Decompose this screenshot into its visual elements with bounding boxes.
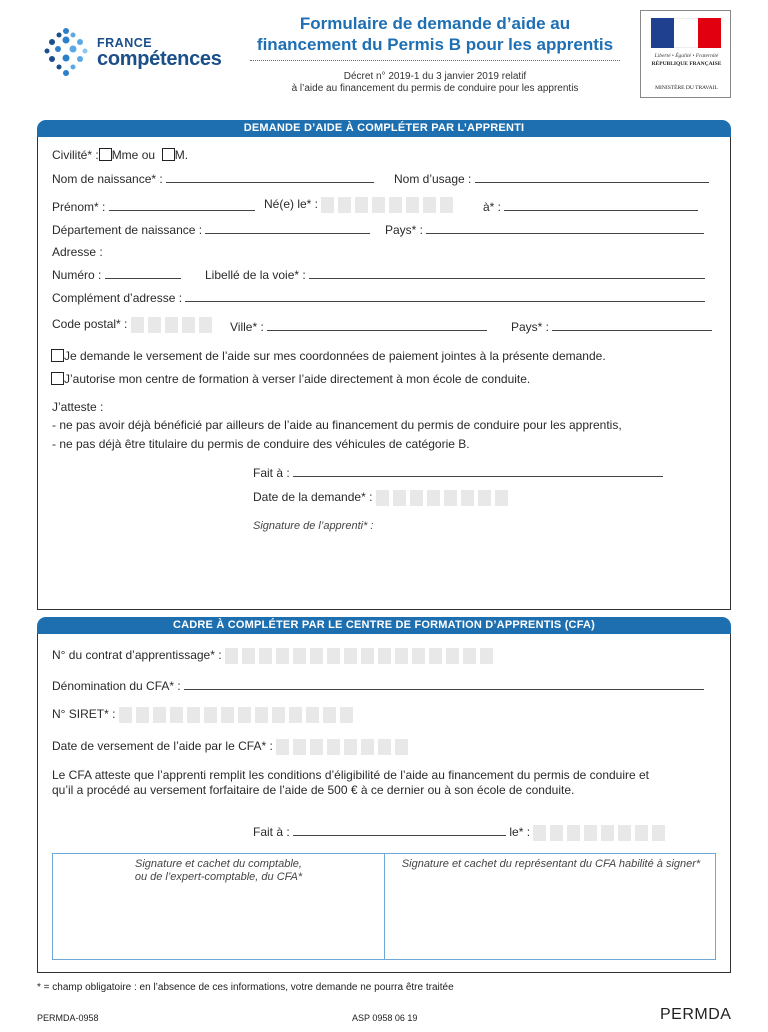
- french-flag-icon: [651, 18, 721, 48]
- mandatory-field-note: * = champ obligatoire : en l’absence de ces informations, votre demande ne pourra être traitée: [37, 982, 454, 993]
- denomination-field[interactable]: [184, 678, 704, 690]
- lieu-naissance-field[interactable]: [504, 199, 698, 211]
- date-versement-boxes[interactable]: [276, 739, 408, 755]
- section-heading-cfa: CADRE À COMPLÉTER PAR LE CENTRE DE FORMATION D’APPRENTIS (CFA): [37, 617, 731, 634]
- logo-text-france: FRANCE: [97, 36, 153, 50]
- signatures-box: [52, 853, 716, 960]
- form-code: PERMDA-0958: [37, 1013, 99, 1023]
- autorisation-ecole-checkbox[interactable]: [51, 372, 64, 385]
- versement-coordonnees-row: Je demande le versement de l’aide sur mes coordonnées de paiement jointes à la présente demande.: [51, 349, 606, 363]
- attestation-line-1: - ne pas avoir déjà bénéficié par ailleurs de l’aide au financement du permis de conduire pour les apprentis,: [52, 418, 622, 432]
- nom-naissance-row: Nom de naissance* :: [52, 171, 374, 186]
- cfa-date-boxes[interactable]: [533, 825, 665, 841]
- pays-field[interactable]: [552, 319, 712, 331]
- cfa-attestation-line-2: qu’il a procédé au versement forfaitaire de l’aide de 500 € à ce dernier ou à son école de conduite.: [52, 783, 575, 797]
- cfa-fait-a-field[interactable]: [293, 824, 506, 836]
- mme-checkbox[interactable]: [99, 148, 112, 161]
- marianne-logo: Liberté • Égalité • Fraternité RÉPUBLIQUE FRANÇAISE MINISTÈRE DU TRAVAIL: [640, 10, 731, 98]
- attestation-line-2: - ne pas déjà être titulaire du permis de conduire des véhicules de catégorie B.: [52, 437, 470, 451]
- adresse-label: Adresse :: [52, 245, 103, 259]
- pays-naissance-field[interactable]: [426, 222, 704, 234]
- civilite-row: Civilité* : Mme ou M.: [52, 148, 189, 162]
- ne-le-row: Né(e) le* :: [264, 197, 453, 213]
- date-naissance-boxes[interactable]: [321, 197, 453, 213]
- code-postal-row: Code postal* :: [52, 317, 212, 333]
- ville-row: Ville* :: [230, 319, 487, 334]
- pays-row: Pays* :: [511, 319, 712, 334]
- nom-usage-row: Nom d’usage :: [394, 171, 709, 186]
- form-title: Formulaire de demande d’aide au financement du Permis B pour les apprentis: [256, 14, 614, 54]
- cfa-attestation-line-1: Le CFA atteste que l’apprenti remplit les conditions d’éligibilité de l’aide au financement du permis de conduire et: [52, 768, 650, 782]
- date-demande-row: Date de la demande* :: [253, 490, 508, 506]
- section-heading-apprenti: DEMANDE D’AIDE À COMPLÉTER PAR L’APPRENTI: [37, 120, 731, 137]
- contrat-row: N° du contrat d’apprentissage* :: [52, 648, 493, 664]
- asp-reference: ASP 0958 06 19: [352, 1013, 418, 1023]
- signature-apprenti-label: Signature de l’apprenti* :: [253, 520, 374, 532]
- departement-field[interactable]: [205, 222, 370, 234]
- libelle-voie-field[interactable]: [309, 267, 705, 279]
- complement-row: Complément d’adresse :: [52, 290, 705, 305]
- versement-coordonnees-checkbox[interactable]: [51, 349, 64, 362]
- nom-naissance-field[interactable]: [166, 171, 374, 183]
- decree-reference: Décret n° 2019-1 du 3 janvier 2019 relatif à l’aide au financement du permis de conduire pour les apprentis: [291, 71, 579, 94]
- signature-representant-area[interactable]: Signature et cachet du représentant du CFA habilité à signer*: [401, 858, 701, 870]
- contrat-boxes[interactable]: [225, 648, 493, 664]
- lieu-naissance-row: à* :: [483, 199, 698, 214]
- form-short-code: PERMDA: [660, 1006, 732, 1023]
- prenom-row: Prénom* :: [52, 199, 255, 214]
- fait-a-field[interactable]: [293, 465, 663, 477]
- logo-dots-icon: [42, 26, 90, 78]
- fait-a-row: Fait à :: [253, 465, 663, 480]
- m-checkbox[interactable]: [162, 148, 175, 161]
- departement-row: Département de naissance :: [52, 222, 370, 237]
- pays-naissance-row: Pays* :: [385, 222, 704, 237]
- date-demande-boxes[interactable]: [376, 490, 508, 506]
- nom-usage-field[interactable]: [475, 171, 709, 183]
- code-postal-boxes[interactable]: [131, 317, 212, 333]
- denomination-row: Dénomination du CFA* :: [52, 678, 704, 693]
- ville-field[interactable]: [267, 319, 487, 331]
- title-divider: [250, 60, 620, 61]
- complement-field[interactable]: [185, 290, 705, 302]
- france-competences-logo: [42, 26, 242, 78]
- numero-row: Numéro :: [52, 267, 181, 282]
- siret-row: N° SIRET* :: [52, 707, 353, 723]
- autorisation-ecole-row: J’autorise mon centre de formation à verser l’aide directement à mon école de conduite.: [51, 372, 530, 386]
- numero-field[interactable]: [105, 267, 181, 279]
- date-versement-row: Date de versement de l’aide par le CFA* :: [52, 739, 408, 755]
- prenom-field[interactable]: [109, 199, 255, 211]
- logo-text-competences: compétences: [97, 48, 222, 70]
- signature-comptable-area[interactable]: Signature et cachet du comptable, ou de l’expert-comptable, du CFA*: [134, 858, 303, 883]
- atteste-label: J’atteste :: [52, 400, 104, 414]
- siret-boxes[interactable]: [119, 707, 353, 723]
- libelle-voie-row: Libellé de la voie* :: [205, 267, 705, 282]
- cfa-fait-a-row: Fait à : le* :: [253, 824, 665, 841]
